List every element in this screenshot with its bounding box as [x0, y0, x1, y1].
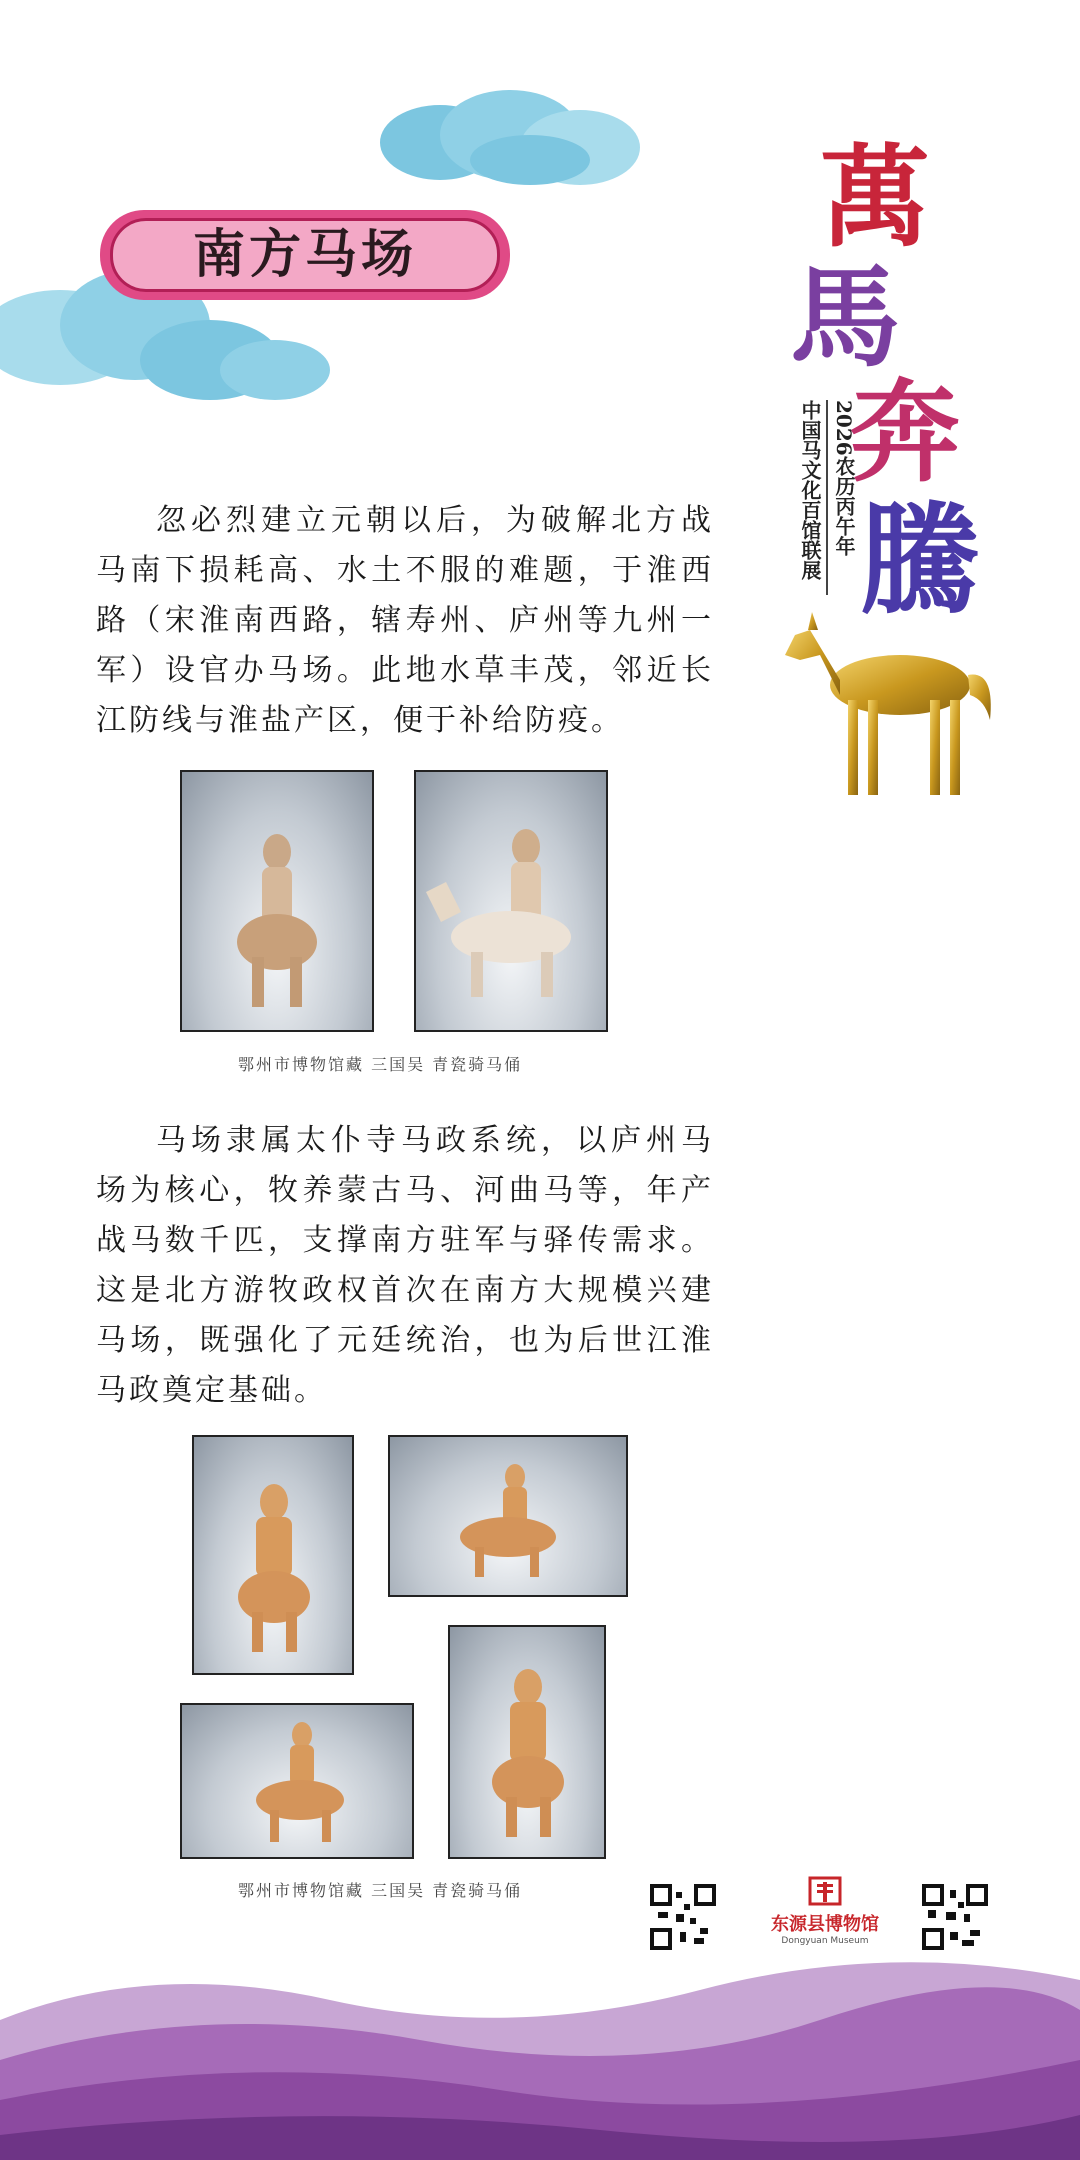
footer-wave — [0, 1940, 1080, 2160]
section-title: 南方马场 — [192, 224, 417, 285]
paragraph-2: 马场隶属太仆寺马政系统，以庐州马场为核心，牧养蒙古马、河曲马等，年产战马数千匹，支撑南方驻军与驿传需求。这是北方游牧政权首次在南方大规模兴建马场，既强化了元廷统治，也为后世江淮马政奠定基础。 — [96, 1123, 714, 1408]
side-subtitle-2: 中国马文化百馆联展 — [798, 400, 822, 580]
artifact-photo-2 — [414, 770, 608, 1032]
side-title-char-3: 奔 — [850, 368, 960, 497]
museum-logo — [760, 1876, 890, 1946]
paragraph-1: 忽必烈建立元朝以后，为破解北方战马南下损耗高、水土不服的难题，于淮西路（宋淮南西路，辖寿州、庐州等九州一军）设官办马场。此地水草丰茂，邻近长江防线与淮盐产区，便于补给防疫。 — [96, 503, 714, 738]
side-title-char-2: 馬 — [790, 253, 900, 382]
artifact-photo-6 — [448, 1625, 606, 1859]
artifact-photo-4 — [388, 1435, 628, 1597]
artifact-photo-1 — [180, 770, 374, 1032]
side-title-divider — [826, 400, 828, 595]
artifact-photo-3 — [192, 1435, 354, 1675]
section-title-banner — [100, 210, 510, 300]
side-title-char-1: 萬 — [820, 133, 930, 262]
golden-horse-icon — [780, 600, 1000, 810]
caption-1: 鄂州市博物馆藏 三国吴 青瓷骑马俑 — [238, 1055, 523, 1074]
side-title-char-4: 騰 — [860, 490, 980, 631]
caption-2: 鄂州市博物馆藏 三国吴 青瓷骑马俑 — [238, 1881, 523, 1900]
side-subtitle: 2026农历丙午年 — [832, 400, 856, 556]
museum-emblem-icon — [808, 1876, 842, 1906]
museum-name-en: Dongyuan Museum — [781, 1936, 869, 1946]
museum-name: 东源县博物馆 — [771, 1914, 879, 1935]
artifact-photo-5 — [180, 1703, 414, 1859]
